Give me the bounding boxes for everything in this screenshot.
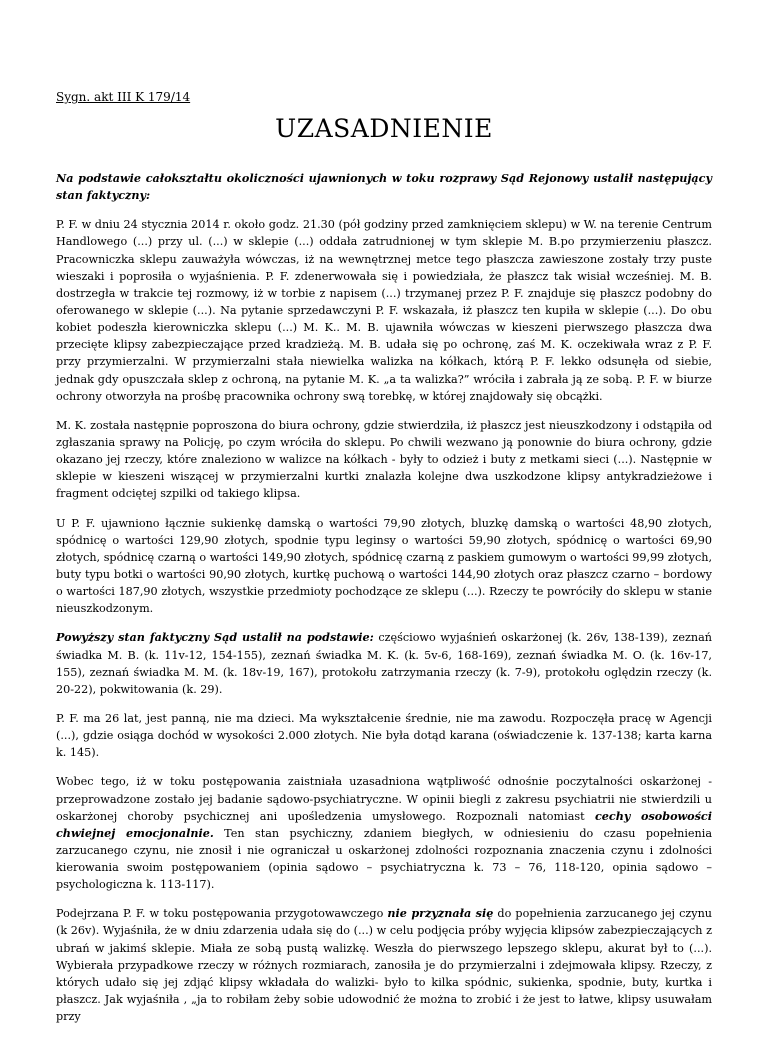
paragraph-evidence (56, 629, 712, 698)
paragraph-psychiatric-opinion (56, 773, 712, 893)
document-title: UZASADNIENIE (275, 114, 493, 143)
explanations-text-b: do popełnienia zarzucanego jej czynu (k 26v). Wyjaśniła, że w dniu zdarzenia udała się do (...) w celu podjęcia próby wyjęcia klipsów zabezpieczających z ubrań w jakimś sklepie. Miała ze sobą pustą walizkę. Weszła do pierwszego lepszego sklepu, akurat był to (...). Wybierała przypadkowe rzeczy w różnych rozmiarach, zanosiła je do przymierzalni i zdejmowała klipsy. Rzeczy, z których udało się jej zdjąć klipsy wkładała do walizki- było to kilka spódnic, sukienka, spodnie, buty, kurtka i płaszcz. Jak wyjaśniła , „ja to robiłam żeby sobie udowodnić że można to zrobić i że jest to łatwe, klipsy usuwałam przy (56, 907, 712, 1024)
paragraph-security-office: M. K. została następnie poproszona do biura ochrony, gdzie stwierdziła, iż płaszcz jest nieuszkodzony i odstąpiła od zgłaszania sprawy na Policję, po czym wróciła do sklepu. Po chwili wezwano ją ponownie do biura ochrony, gdzie okazano jej rzeczy, które znaleziono w walizce na kółkach - były to odzież i buty z metkami sieci (...). Następnie w sklepie w kieszeni wiszącej w przymierzalni kurtki znalazła kolejne dwa uszkodzone klipsy antykradzieżowe i fragment odciętej szpilki od takiego klipsa. (56, 418, 712, 501)
explanations-emphasis: nie przyznała się (387, 906, 494, 921)
psych-text-a: Wobec tego, iż w toku postępowania zaistniała uzasadniona wątpliwość odnośnie poczytalności oskarżonej - przeprowadzone zostało jej badanie sądowo-psychiatryczne. W opinii biegli z zakresu psychiatrii nie stwierdzili u oskarżonej choroby psychicznej ani upośledzenia umysłowego. Rozpoznali natomiast (56, 775, 712, 823)
evidence-text: częściowo wyjaśnień oskarżonej (k. 26v, 138-139), zeznań świadka M. B. (k. 11v-12, 154-155), zeznań świadka M. K. (k. 5v-6, 168-169), zeznań świadka M. O. (k. 16v-17, 155), zeznań świadka M. M. (k. 18v-19, 167), protokołu zatrzymania rzeczy (k. 7-9), protokołu oględzin rzeczy (k. 20-22), pokwitowania (k. 29). (56, 631, 712, 696)
paragraph-personal-info: P. F. ma 26 lat, jest panną, nie ma dzieci. Ma wykształcenie średnie, nie ma zawodu. Rozpoczęła pracę w Agencji (...), gdzie osiąga dochód w wysokości 2.000 złotych. Nie była dotąd karana (oświadczenie k. 137-138; karta karna k. 145). (56, 711, 712, 760)
paragraph-facts: P. F. w dniu 24 stycznia 2014 r. około godz. 21.30 (pół godziny przed zamknięciem sklepu) w W. na terenie Centrum Handlowego (...) przy ul. (...) w sklepie (...) oddała zatrudnionej w tym sklepie M. B.po przymierzeniu płaszcz. Pracowniczka sklepu zauważyła wówczas, iż na wewnętrznej metce tego płaszcza zawieszone zostały trzy puste wieszaki i poprosiła o wyjaśnienia. P. F. zdenerwowała się i powiedziała, że płaszcz tak wisiał wcześniej. M. B. dostrzegła w trakcie tej rozmowy, iż w torbie z napisem (...) trzymanej przez P. F. znajduje się płaszcz podobny do oferowanego w sklepie (...). Na pytanie sprzedawczyni P. F. wskazała, iż płaszcz ten kupiła w sklepie (...). Do obu kobiet podeszła kierowniczka sklepu (...) M. K.. M. B. ujawniła wówczas w kieszeni pierwszego płaszcza dwa przecięte klipsy zabezpieczające przed kradzieżą. M. B. udała się po ochronę, zaś M. K. oczekiwała wraz z P. F. przy przymierzalni. W przymierzalni stała niewielka walizka na kółkach, którą P. F. lekko odsunęła od siebie, jednak gdy opuszczała sklep z ochroną, na pytanie M. K. „a ta walizka?” wróciła i zabrała ją ze sobą. P. F. w biurze ochrony otworzyła na prośbę pracownika ochrony swą torebkę, w której znajdowały się obcążki. (56, 218, 712, 403)
evidence-heading: Powyższy stan faktyczny Sąd ustalił na podstawie: (56, 630, 374, 645)
explanations-text-a: Podejrzana P. F. w toku postępowania przygotowawczego (56, 907, 388, 921)
case-signature: Sygn. akt III K 179/14 (56, 90, 191, 104)
document-body (56, 170, 712, 1037)
paragraph-items-list: U P. F. ujawniono łącznie sukienkę damską o wartości 79,90 złotych, bluzkę damską o wartości 48,90 złotych, spódnicę o wartości 129,90 złotych, spodnie typu leginsy o wartości 59,90 złotych, spódnicę o wartości 69,90 złotych, spódnicę czarną o wartości 149,90 złotych, spódnicę czarną z paskiem gumowym o wartości 99,99 złotych, buty typu botki o wartości 90,90 złotych, kurtkę puchową o wartości 144,90 złotych oraz płaszcz czarno – bordowy o wartości 187,90 złotych, wszystkie przedmioty pochodzące ze sklepu (...). Rzeczy te powróciły do sklepu w stanie nieuszkodzonym. (56, 516, 712, 616)
psych-text-b: Ten stan psychiczny, zdaniem biegłych, w odniesieniu do czasu popełnienia zarzucanego czynu, nie znosił i nie ograniczał u oskarżonej zdolności rozpoznania znaczenia czynu i zdolności kierowania swoim postępowaniem (opinia sądowo – psychiatryczna k. 73 – 76, 118-120, opinia sądowo – psychologiczna k. 113-117). (56, 826, 712, 892)
intro-heading: Na podstawie całokształtu okoliczności ujawnionych w toku rozprawy Sąd Rejonowy ustalił następujący stan faktyczny: (56, 171, 712, 203)
paragraph-explanations (56, 905, 712, 1025)
psych-emphasis: cechy osobowości chwiejnej emocjonalnie. (56, 808, 712, 840)
